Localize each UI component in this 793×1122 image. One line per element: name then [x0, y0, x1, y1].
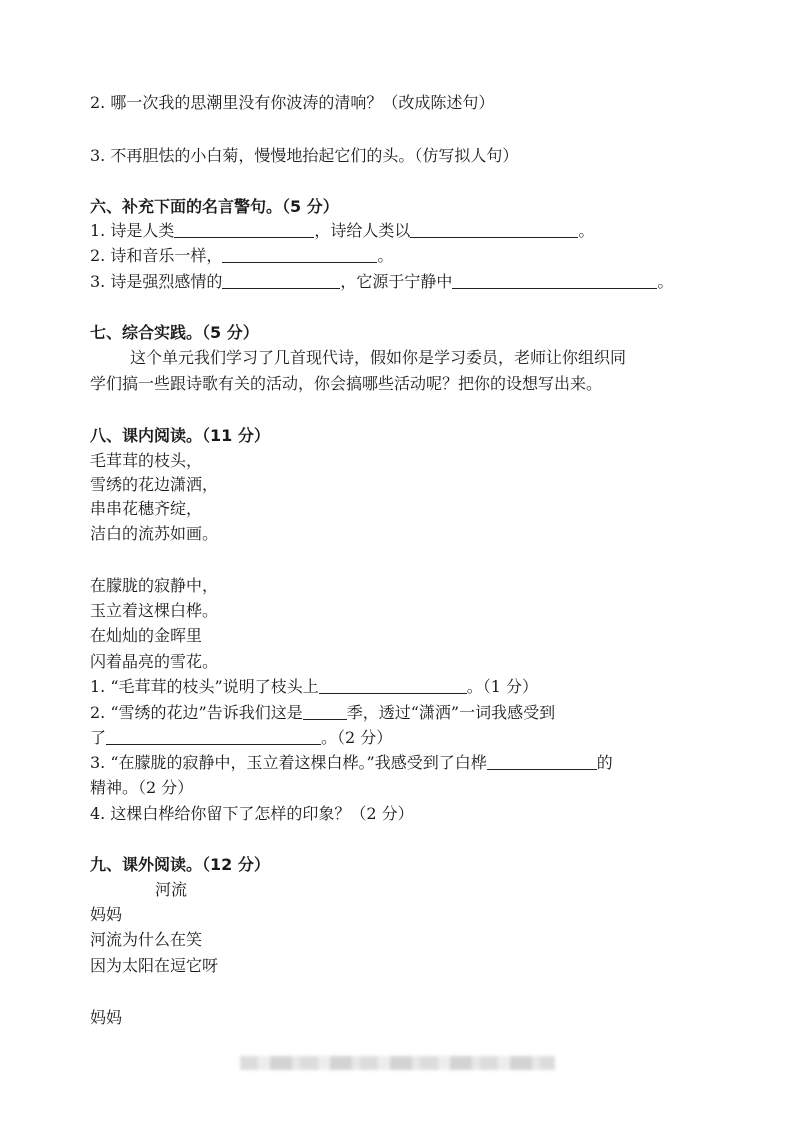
answer-blank[interactable] — [319, 677, 467, 694]
poem-line: 因为太阳在逗它呀 — [90, 956, 219, 975]
answer-blank[interactable] — [452, 272, 657, 289]
poem-line: 串串花穗齐绽， — [90, 499, 203, 518]
section-6-q3: 3. 诗是强烈感情的 ，它源于宁静中 。 — [90, 272, 674, 291]
section-8-q2: 2. “雪绣的花边”告诉我们这是 季，透过“潇洒”一词我感受到 — [90, 703, 556, 722]
poem-line: 闪着晶亮的雪花。 — [90, 652, 219, 671]
poem-line: 玉立着这棵白桦。 — [90, 601, 219, 620]
poem-line: 妈妈 — [90, 905, 123, 924]
poem-line: 洁白的流苏如画。 — [90, 524, 219, 543]
poem-line: 河流为什么在笑 — [90, 930, 203, 949]
answer-blank[interactable] — [303, 703, 347, 720]
question-personification: 3. 不再胆怯的小白菊，慢慢地抬起它们的头。（仿写拟人句） — [90, 146, 519, 165]
poem-line: 毛茸茸的枝头， — [90, 451, 203, 470]
section-8-q3-cont: 精神。（2 分） — [90, 778, 194, 797]
poem-title: 河流 — [155, 880, 188, 899]
poem-line: 妈妈 — [90, 1008, 123, 1027]
section-8-q1: 1. “毛茸茸的枝头”说明了枝头上 。（1 分） — [90, 677, 538, 696]
answer-blank[interactable] — [487, 753, 597, 770]
section-6-q2: 2. 诗和音乐一样， 。 — [90, 246, 394, 265]
section-8-q2-cont: 了 。（2 分） — [90, 728, 393, 747]
answer-blank[interactable] — [222, 272, 340, 289]
poem-line: 在朦胧的寂静中， — [90, 576, 219, 595]
answer-blank[interactable] — [174, 221, 314, 238]
answer-blank[interactable] — [106, 728, 321, 745]
blurred-footer-watermark — [240, 1056, 555, 1070]
section-8-q3: 3. “在朦胧的寂静中，玉立着这棵白桦。”我感受到了白桦 的 — [90, 753, 613, 772]
answer-blank[interactable] — [410, 221, 578, 238]
section-7-paragraph-line: 学们搞一些跟诗歌有关的活动，你会搞哪些活动呢？把你的设想写出来。 — [90, 374, 603, 393]
poem-line: 在灿灿的金晖里 — [90, 626, 203, 645]
section-6-q1: 1. 诗是人类 ，诗给人类以 。 — [90, 221, 595, 240]
section-7-paragraph-line: 这个单元我们学习了几首现代诗，假如你是学习委员，老师让你组织同 — [130, 348, 627, 367]
section-8-title: 八、课内阅读。（11 分） — [90, 426, 270, 445]
question-rewrite-declarative: 2. 哪一次我的思潮里没有你波涛的清响？（改成陈述句） — [90, 93, 495, 112]
section-9-title: 九、课外阅读。（12 分） — [90, 855, 270, 874]
section-8-q4: 4. 这棵白桦给你留下了怎样的印象？（2 分） — [90, 804, 414, 823]
answer-blank[interactable] — [222, 246, 377, 263]
section-7-title: 七、综合实践。（5 分） — [90, 323, 259, 342]
poem-line: 雪绣的花边潇洒， — [90, 475, 219, 494]
section-6-title: 六、补充下面的名言警句。（5 分） — [90, 197, 339, 216]
